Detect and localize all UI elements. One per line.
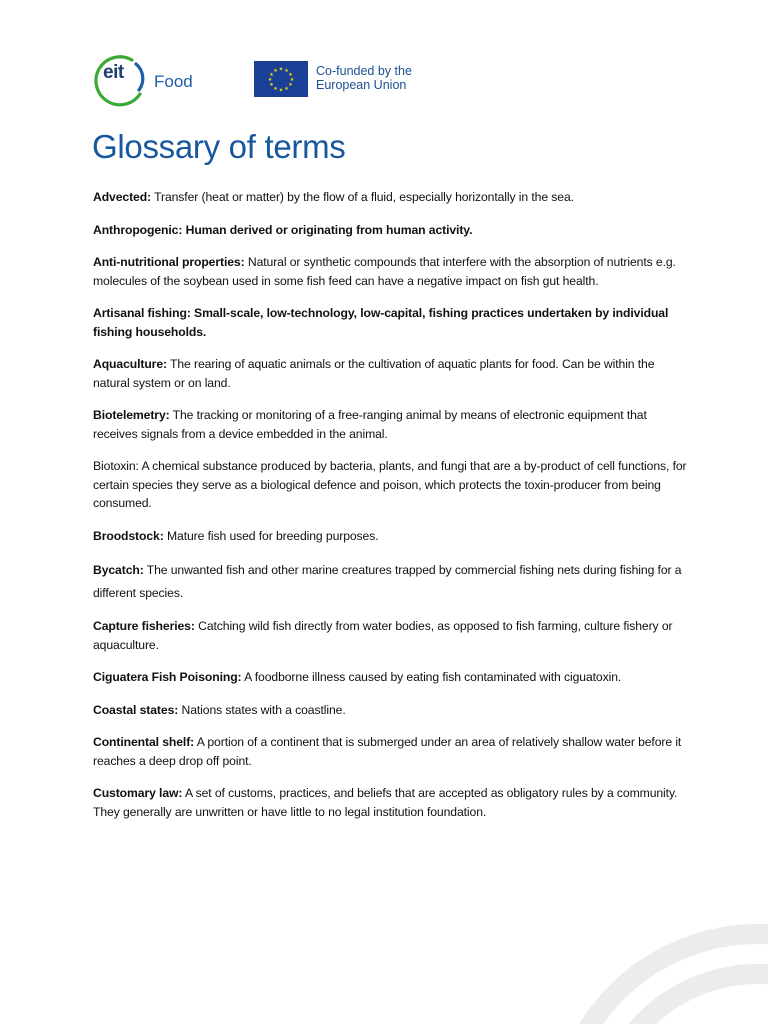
- page-header: [92, 48, 728, 108]
- glossary-definition: A portion of a continent that is submerged under an area of relatively shallow water before it reaches a deep drop off point.: [93, 735, 682, 768]
- glossary-definition: Human derived or originating from human activity.: [182, 222, 473, 237]
- glossary-entry: [93, 701, 693, 720]
- glossary-term: Aquaculture:: [93, 357, 167, 371]
- glossary-entry: [93, 188, 693, 207]
- eit-food-logo[interactable]: [92, 52, 242, 106]
- glossary-definition: A chemical substance produced by bacteria, plants, and fungi that are a by-product of cell functions, for certain species they serve as a biological defence and poison, which protects the toxin-producer from being consumed.: [93, 459, 687, 510]
- glossary-term: Anthropogenic:: [93, 222, 183, 237]
- svg-text:★: ★: [273, 86, 278, 92]
- glossary-entry: [93, 668, 693, 687]
- glossary-definition: A set of customs, practices, and beliefs that are accepted as obligatory rules by a community. They generally are unwritten or have little to no legal institution foundation.: [93, 786, 678, 819]
- glossary-list: [93, 188, 693, 835]
- svg-text:★: ★: [284, 86, 289, 92]
- svg-text:★: ★: [278, 66, 284, 73]
- glossary-entry: [93, 559, 693, 605]
- glossary-entry: [93, 733, 693, 770]
- page-title: Glossary of terms: [92, 128, 346, 165]
- food-logo-text: Food: [154, 72, 193, 91]
- eu-flag-icon: [254, 61, 308, 97]
- glossary-definition: Small-scale, low-technology, low-capital, fishing practices undertaken by individual fishing households.: [93, 306, 669, 339]
- glossary-entry: [93, 221, 693, 240]
- svg-text:★: ★: [288, 82, 293, 88]
- svg-text:★: ★: [278, 87, 284, 94]
- svg-text:★: ★: [284, 68, 289, 74]
- glossary-entry: [93, 457, 693, 513]
- glossary-term: Advected:: [93, 190, 152, 204]
- eu-cofunded-text: [316, 64, 412, 92]
- glossary-term: Artisanal fishing:: [93, 306, 191, 320]
- eu-cofunded-logo[interactable]: [254, 61, 514, 97]
- glossary-definition: A foodborne illness caused by eating fish contaminated with ciguatoxin.: [241, 670, 622, 684]
- svg-text:★: ★: [273, 68, 278, 74]
- glossary-entry: [93, 527, 693, 546]
- glossary-definition: Natural or synthetic compounds that interfere with the absorption of nutrients e.g. molecules of the soybean used in some fish feed can have a negative impact on fish gut health.: [93, 255, 676, 288]
- glossary-entry: [93, 253, 693, 290]
- glossary-definition: Catching wild fish directly from water bodies, as opposed to fish farming, culture fishery or aquaculture.: [93, 619, 673, 652]
- glossary-entry: [93, 784, 693, 821]
- glossary-definition: The tracking or monitoring of a free-ranging animal by means of electronic equipment that receives signals from a device embedded in the animal.: [93, 408, 647, 441]
- glossary-term: Customary law:: [93, 786, 183, 800]
- eit-logo-text: eit: [103, 62, 124, 83]
- glossary-definition: The unwanted fish and other marine creatures trapped by commercial fishing nets during fishing for a different species.: [93, 563, 682, 600]
- glossary-term: Continental shelf:: [93, 735, 195, 749]
- eu-text-line2: European Union: [316, 78, 407, 92]
- glossary-term: Biotelemetry:: [93, 408, 170, 422]
- glossary-definition: Nations states with a coastline.: [178, 702, 346, 717]
- svg-text:★: ★: [267, 77, 273, 83]
- svg-text:★: ★: [269, 72, 274, 78]
- glossary-term: Coastal states:: [93, 702, 179, 717]
- glossary-entry: [93, 304, 693, 341]
- glossary-term: Ciguatera Fish Poisoning:: [93, 670, 242, 684]
- svg-text:★: ★: [289, 77, 295, 83]
- glossary-definition: Transfer (heat or matter) by the flow of a fluid, especially horizontally in the sea.: [151, 190, 574, 204]
- glossary-definition: Mature fish used for breeding purposes.: [163, 528, 379, 543]
- glossary-entry: [93, 617, 693, 654]
- glossary-definition: The rearing of aquatic animals or the cultivation of aquatic plants for food. Can be within the natural system or on land.: [93, 357, 655, 390]
- background-arc-decoration: [508, 914, 768, 1024]
- glossary-term: Capture fisheries:: [93, 619, 195, 633]
- glossary-term: Bycatch:: [93, 563, 144, 577]
- svg-text:★: ★: [269, 82, 274, 88]
- arc-decoration-icon: [508, 914, 768, 1024]
- svg-text:★: ★: [288, 72, 293, 78]
- glossary-entry: [93, 355, 693, 392]
- glossary-term: Broodstock:: [93, 528, 164, 543]
- glossary-term: Anti-nutritional properties:: [93, 255, 245, 269]
- glossary-entry: [93, 406, 693, 443]
- glossary-term: Biotoxin:: [93, 459, 139, 473]
- eu-text-line1: Co-funded by the: [316, 64, 412, 78]
